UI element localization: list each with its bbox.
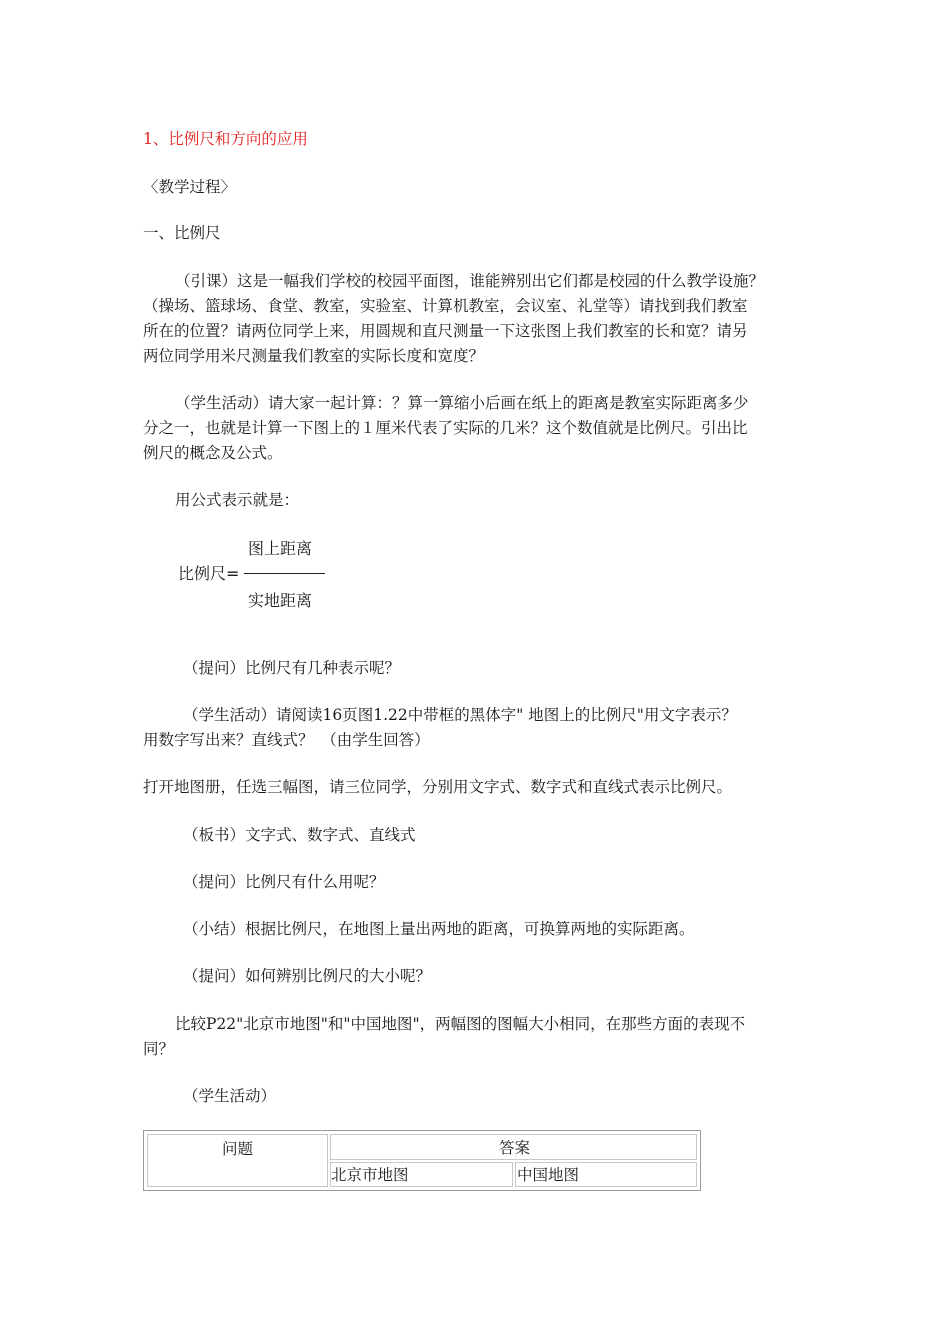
instruction: 打开地图册，任选三幅图，请三位同学，分别用文字式、数字式和直线式表示比例尺。 <box>143 778 733 796</box>
formula-denominator: 实地距离 <box>248 591 313 610</box>
intro-line: 两位同学用米尺测量我们教室的实际长度和宽度？ <box>143 347 485 365</box>
intro-line: （引课）这是一幅我们学校的校园平面图，谁能辨别出它们都是校园的什么教学设施？ <box>175 272 765 290</box>
activity-2-line: （学生活动）请阅读16页图1.22中带框的黑体字" 地图上的比例尺"用文字表示？ <box>183 706 737 724</box>
compare-line: 比较P22"北京市地图"和"中国地图"，两幅图的图幅大小相同，在那些方面的表现不 <box>175 1015 746 1033</box>
comparison-table <box>143 1130 701 1191</box>
summary: （小结）根据比例尺，在地图上量出两地的距离，可换算两地的实际距离。 <box>183 920 695 938</box>
activity-line: 例尺的概念及公式。 <box>143 444 283 462</box>
formula-numerator: 图上距离 <box>248 539 313 558</box>
activity-line: 分之一，也就是计算一下图上的１厘米代表了实际的几米？这个数值就是比例尺。引出比 <box>143 419 748 437</box>
intro-line: 所在的位置？请两位同学上来，用圆规和直尺测量一下这张图上我们教室的长和宽？请另 <box>143 322 748 340</box>
formula-intro: 用公式表示就是： <box>175 491 300 509</box>
table-cell-beijing <box>330 1162 513 1187</box>
formula-lhs: 比例尺= <box>178 564 240 583</box>
question-3: （提问）如何辨别比例尺的大小呢？ <box>183 967 432 985</box>
activity-3: （学生活动） <box>183 1087 277 1105</box>
table-header-question: 问题 <box>222 1140 254 1158</box>
section-title: 1、比例尺和方向的应用 <box>143 130 308 148</box>
activity-line: （学生活动）请大家一起计算：？算一算缩小后画在纸上的距离是教室实际距离多少 <box>175 394 749 412</box>
table-cell-answer <box>330 1134 697 1160</box>
table-cell-question <box>147 1134 328 1187</box>
heading-scale: 一、比例尺 <box>143 224 221 242</box>
intro-line: （操场、篮球场、食堂、教室，实验室、计算机教室，会议室、礼堂等）请找到我们教室 <box>143 297 748 315</box>
question-1: （提问）比例尺有几种表示呢？ <box>183 659 401 677</box>
section-label: 〈教学过程〉 <box>143 178 237 196</box>
compare-line: 同？ <box>143 1040 175 1058</box>
scale-formula <box>178 536 378 616</box>
table-col-china: 中国地图 <box>517 1166 580 1184</box>
question-2: （提问）比例尺有什么用呢？ <box>183 873 385 891</box>
table-cell-china <box>515 1162 697 1187</box>
activity-2-line: 用数字写出来？直线式？ （由学生回答） <box>143 731 430 749</box>
table-header-answer: 答案 <box>499 1139 531 1157</box>
fraction-bar <box>244 573 325 574</box>
board-note: （板书）文字式、数字式、直线式 <box>183 826 416 844</box>
table-col-beijing: 北京市地图 <box>331 1166 409 1184</box>
